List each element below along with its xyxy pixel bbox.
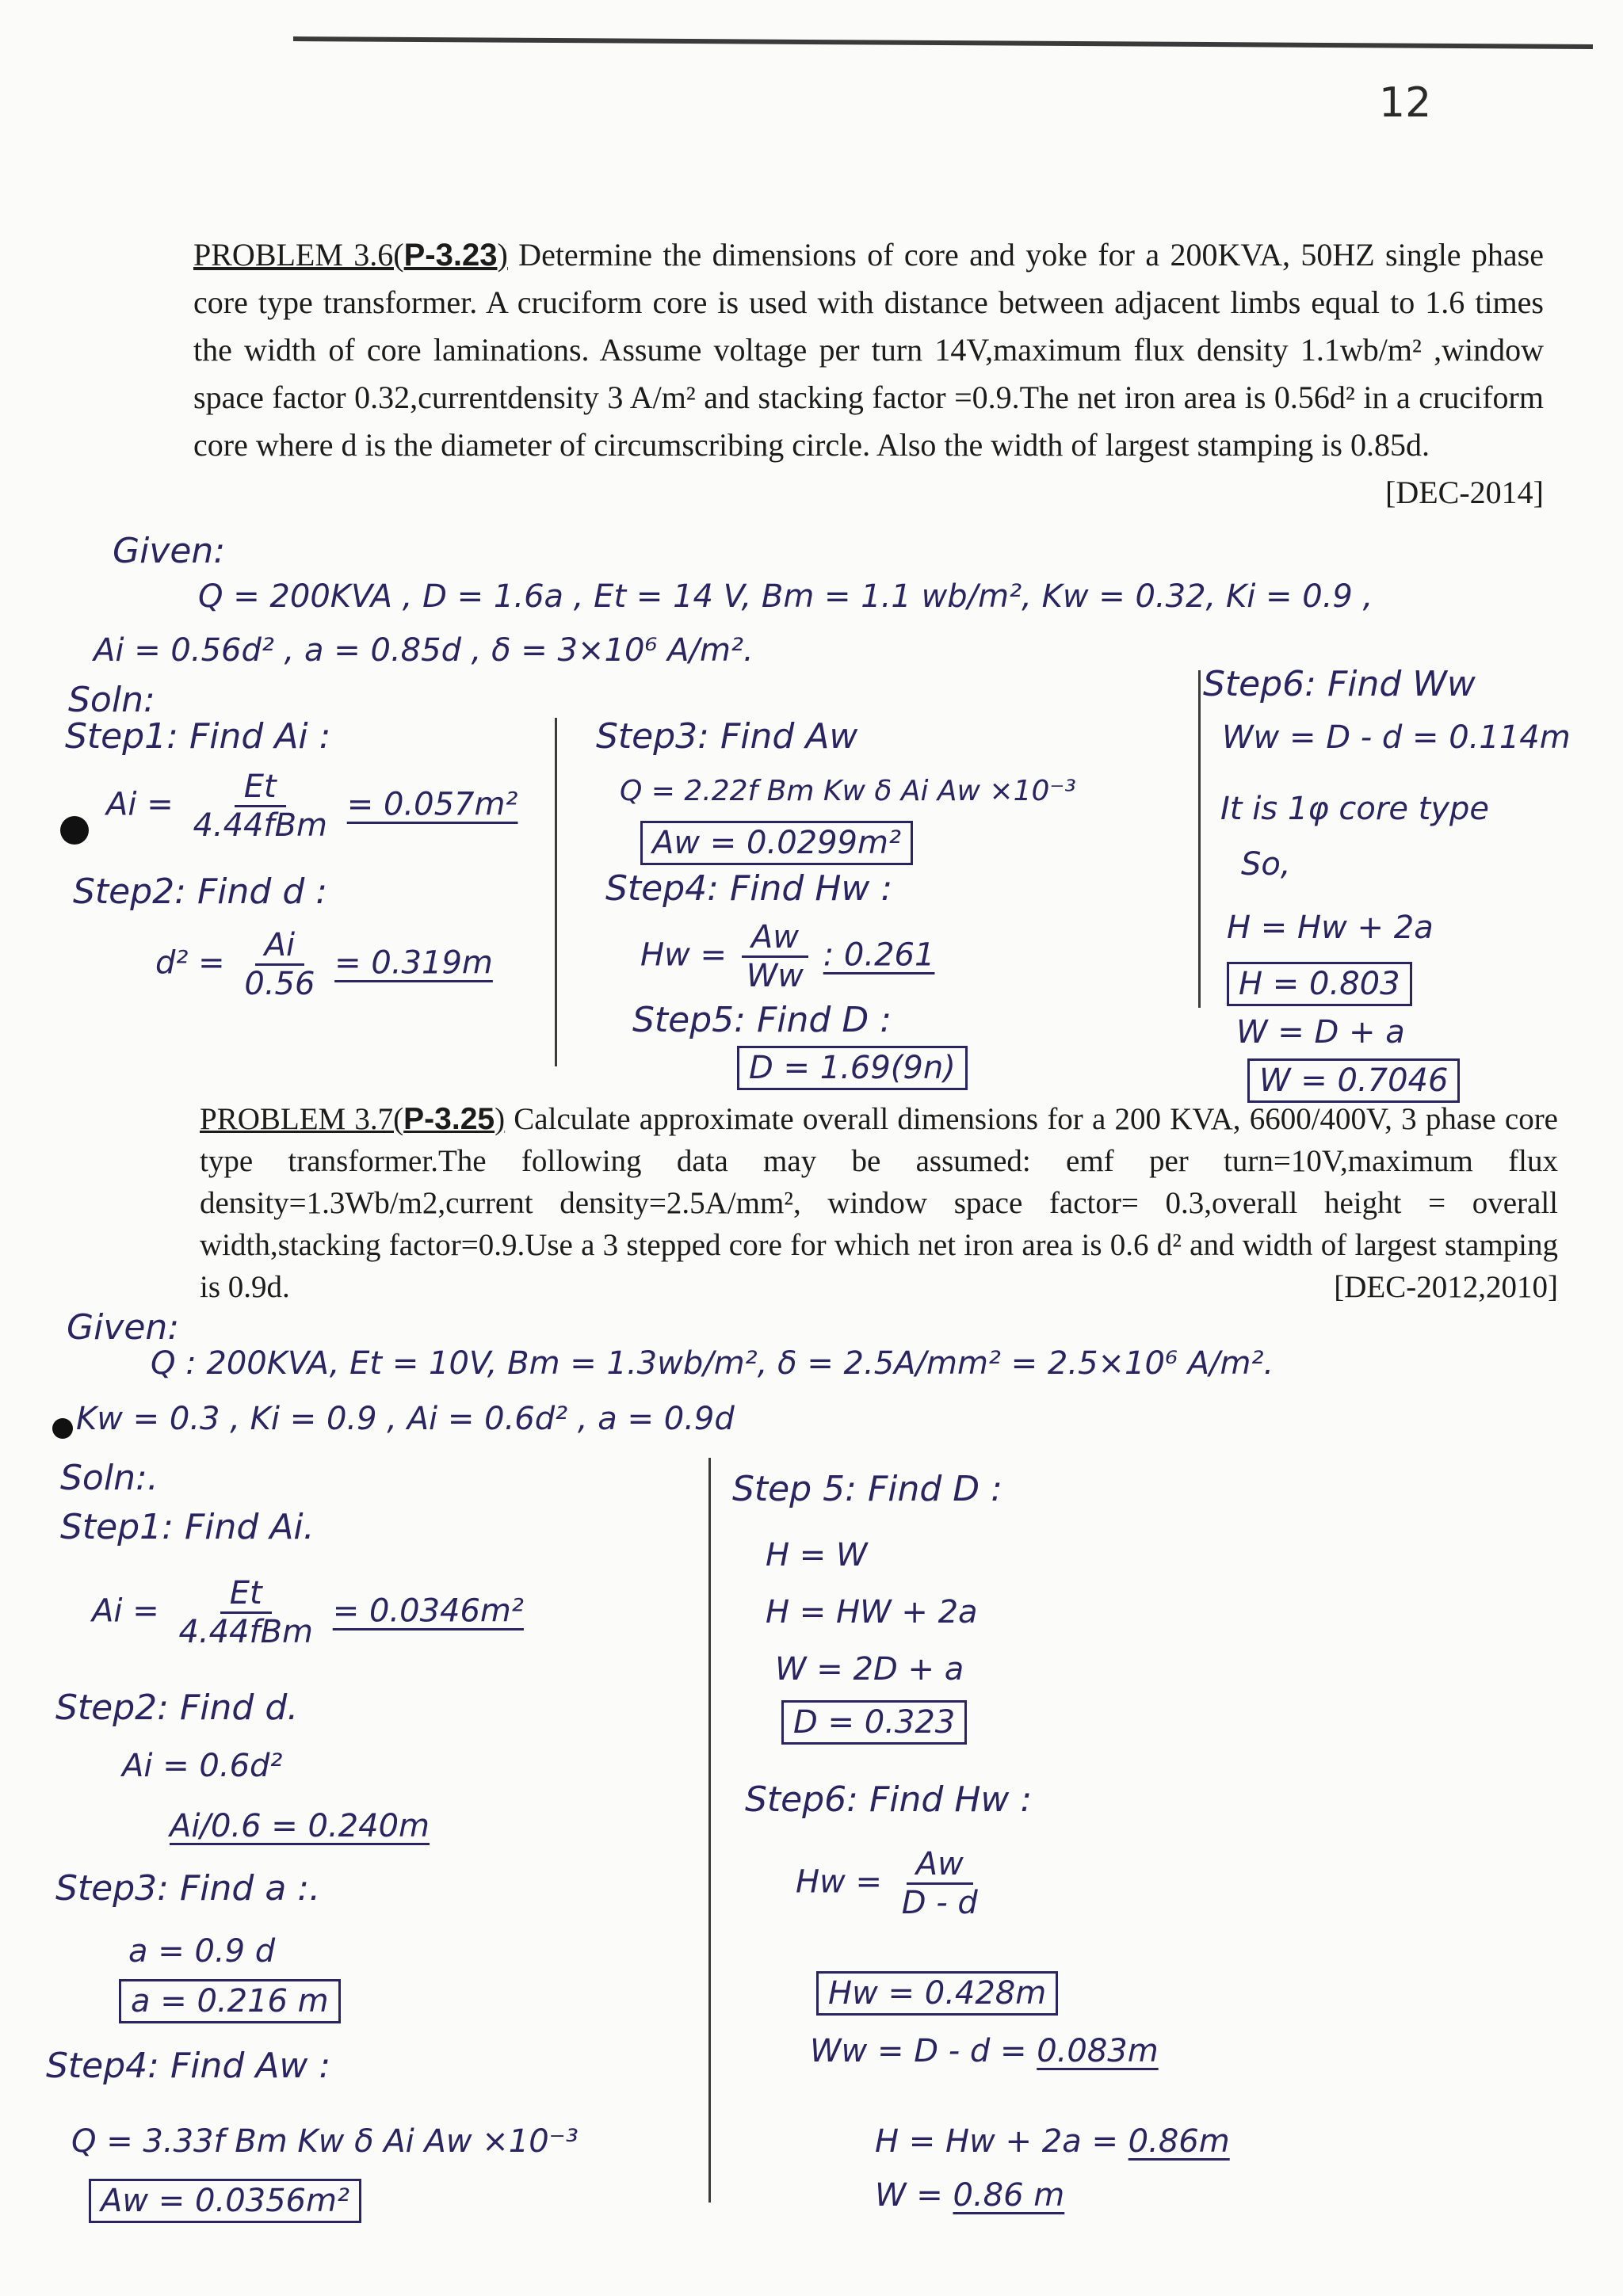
sol1-step6-eq: Ww = D - d = 0.114m: [1222, 719, 1571, 756]
problem-3-7-title: [200, 1102, 505, 1136]
sol1-step2-lhs: d² =: [155, 944, 235, 982]
sol2-step6-num: Aw: [907, 1846, 973, 1885]
sol2-step6-lhs: Hw =: [796, 1863, 883, 1901]
sol1-step4-lhs: Hw =: [640, 936, 727, 974]
sol2-step1-fraction: [169, 1575, 323, 1650]
sol2-step5-result: D = 0.323: [781, 1700, 967, 1745]
sol2-step2-title: Step2: Find d.: [55, 1688, 299, 1728]
sol2-step1-title: Step1: Find Ai.: [60, 1507, 315, 1547]
sol2-soln-label: Soln:.: [60, 1458, 158, 1498]
sol2-step6-title: Step6: Find Hw :: [745, 1779, 1033, 1820]
sol2-step3-result: a = 0.216 m: [119, 1979, 341, 2023]
sol1-step2-title: Step2: Find d :: [73, 871, 328, 912]
sol1-step1-lhs: Ai =: [106, 786, 174, 823]
sol1-step6-h: H = Hw + 2a: [1227, 910, 1434, 946]
sol1-step6-h-result: H = 0.803: [1227, 962, 1412, 1006]
sol1-step6-title: Step6: Find Ww: [1203, 664, 1476, 704]
page-top-rule: [293, 36, 1593, 49]
sol2-step4-eq: Q = 3.33f Bm Kw δ Ai Aw ×10⁻³: [71, 2123, 579, 2160]
sol2-step2-result: Ai/0.6 = 0.240m: [170, 1808, 430, 1844]
sol1-given-line2: Ai = 0.56d² , a = 0.85d , δ = 3×10⁶ A/m².: [94, 632, 754, 669]
sol2-step1-result: = 0.0346m²: [332, 1592, 524, 1630]
sol1-step5-result: D = 1.69(9n): [737, 1046, 968, 1090]
sol2-step6-fraction: [892, 1846, 987, 1921]
sol1-step1-den: 4.44fBm: [193, 807, 327, 844]
sol2-step5-l2: H = HW + 2a: [766, 1594, 978, 1630]
sol2-step6-h-value: 0.86m: [1128, 2123, 1230, 2160]
sol2-step5-l3: W = 2D + a: [775, 1651, 964, 1688]
ink-dot-2: [52, 1418, 73, 1439]
sol2-step6-ww-label: Ww = D - d =: [810, 2033, 1037, 2069]
problem-3-7-text: Calculate approximate overall dimensions for a 200 KVA, 6600/400V, 3 phase core type transformer.The following data may be assumed: emf per turn=10V,maximum flux density=1.3Wb/m2,current density=2.5A/mm², window space factor= 0.3,overall height = overall width,stacking factor=0.9.Use a 3 stepped core for which net iron area is 0.6 d² and width of largest stamping is 0.9d.: [200, 1102, 1558, 1304]
sol2-step6-ww-value: 0.083m: [1037, 2033, 1159, 2069]
sol2-step6-w-value: 0.86 m: [953, 2177, 1065, 2214]
sol1-divider-right: [1198, 670, 1201, 1008]
sol2-step3-title: Step3: Find a :.: [55, 1868, 321, 1909]
sol2-step1-num: Et: [220, 1575, 272, 1614]
sol1-given-label: Given:: [113, 531, 226, 571]
problem-3-7-code: P-3.25: [403, 1102, 495, 1136]
sol2-step1-eq: [92, 1575, 524, 1650]
sol2-given-label: Given:: [67, 1307, 180, 1348]
problem-3-6-text: Determine the dimensions of core and yoke for a 200KVA, 50HZ single phase core type transformer. A cruciform core is used with distance between adjacent limbs equal to 1.6 times the width of core laminations. Assume voltage per turn 14V,maximum flux density 1.1wb/m² ,window space factor 0.32,currentdensity 3 A/m² and stacking factor =0.9.The net iron area is 0.56d² in a cruciform core where d is the diameter of circumscribing circle. Also the width of largest stamping is 0.85d.: [193, 237, 1544, 463]
sol1-step3-result: Aw = 0.0299m²: [640, 821, 913, 865]
sol1-step2-den: 0.56: [244, 966, 315, 1002]
problem-3-7-label: PROBLEM 3.7(: [200, 1102, 404, 1136]
sol1-step6-note1: It is 1φ core type: [1220, 791, 1490, 827]
sol2-given-line1: Q : 200KVA, Et = 10V, Bm = 1.3wb/m², δ = 2.5A/mm² = 2.5×10⁶ A/m².: [151, 1345, 1274, 1382]
sol2-step5-title: Step 5: Find D :: [732, 1469, 1002, 1509]
sol2-step1-lhs: Ai =: [92, 1592, 159, 1630]
sol1-step3-eq: Q = 2.22f Bm Kw δ Ai Aw ×10⁻³: [620, 775, 1076, 807]
sol2-step6-den: D - d: [901, 1885, 978, 1921]
problem-3-6-close: ): [497, 237, 508, 273]
sol2-step6-eq: [796, 1846, 987, 1921]
problem-3-7-ref: [DEC-2012,2010]: [1334, 1270, 1558, 1304]
sol2-step2-eq: Ai = 0.6d²: [122, 1748, 283, 1784]
sol1-step4-title: Step4: Find Hw :: [605, 868, 893, 909]
problem-3-7-statement: [200, 1098, 1558, 1308]
sol1-step3-title: Step3: Find Aw: [596, 716, 858, 757]
sol2-step4-title: Step4: Find Aw :: [46, 2046, 331, 2086]
sol1-step4-result: : 0.261: [823, 936, 935, 974]
sol1-step2-eq: [155, 927, 493, 1002]
sol1-step2-num: Ai: [255, 927, 304, 966]
ink-dot: [60, 816, 89, 845]
sol2-step6-ww: [810, 2033, 1159, 2069]
problem-3-6-title: [193, 237, 508, 273]
page-number: 12: [1379, 79, 1432, 127]
problem-3-6-ref: [DEC-2014]: [1385, 475, 1544, 510]
problem-3-6-code: P-3.23: [403, 238, 498, 273]
sol2-step3-eq: a = 0.9 d: [128, 1933, 276, 1970]
sol1-step4-eq: [640, 919, 934, 994]
sol1-soln-label: Soln:: [68, 680, 155, 720]
sol1-step5-title: Step5: Find D :: [632, 1000, 892, 1040]
sol1-divider-left: [555, 718, 557, 1066]
sol1-step2-fraction: [235, 927, 324, 1002]
sol1-given-line1: Q = 200KVA , D = 1.6a , Et = 14 V, Bm = 1.1 wb/m², Kw = 0.32, Ki = 0.9 ,: [198, 578, 1373, 615]
sol2-divider: [708, 1458, 711, 2203]
sol1-step1-num: Et: [235, 769, 286, 807]
problem-3-6-statement: [193, 231, 1544, 517]
sol1-step2-result: = 0.319m: [334, 944, 493, 982]
sol2-step5-l1: H = W: [766, 1537, 868, 1573]
sol2-step1-den: 4.44fBm: [178, 1614, 313, 1650]
sol1-step4-den: Ww: [746, 958, 804, 994]
sol1-step4-fraction: [737, 919, 813, 994]
sol1-step6-w-result: W = 0.7046: [1247, 1058, 1460, 1103]
sol1-step1-title: Step1: Find Ai :: [65, 716, 331, 757]
sol1-step6-w: W = D + a: [1236, 1014, 1405, 1051]
sol2-given-line2: Kw = 0.3 , Ki = 0.9 , Ai = 0.6d² , a = 0.9d: [76, 1401, 735, 1437]
sol1-step1-result: = 0.057m²: [346, 786, 518, 823]
sol2-step6-h: [875, 2123, 1230, 2160]
sol2-step6-w: [875, 2177, 1064, 2214]
sol1-step4-num: Aw: [742, 919, 808, 958]
sol2-step6-h-label: H = Hw + 2a =: [875, 2123, 1128, 2160]
sol1-step1-fraction: [183, 769, 337, 844]
sol2-step6-result: Hw = 0.428m: [816, 1971, 1058, 2016]
sol2-step4-result: Aw = 0.0356m²: [89, 2179, 361, 2223]
problem-3-6-label: PROBLEM 3.6(: [193, 237, 404, 273]
sol2-step6-w-label: W =: [875, 2177, 953, 2214]
sol1-step1-eq: [106, 769, 517, 844]
problem-3-7-close: ): [495, 1102, 506, 1136]
sol1-step6-note2: So,: [1241, 846, 1291, 883]
